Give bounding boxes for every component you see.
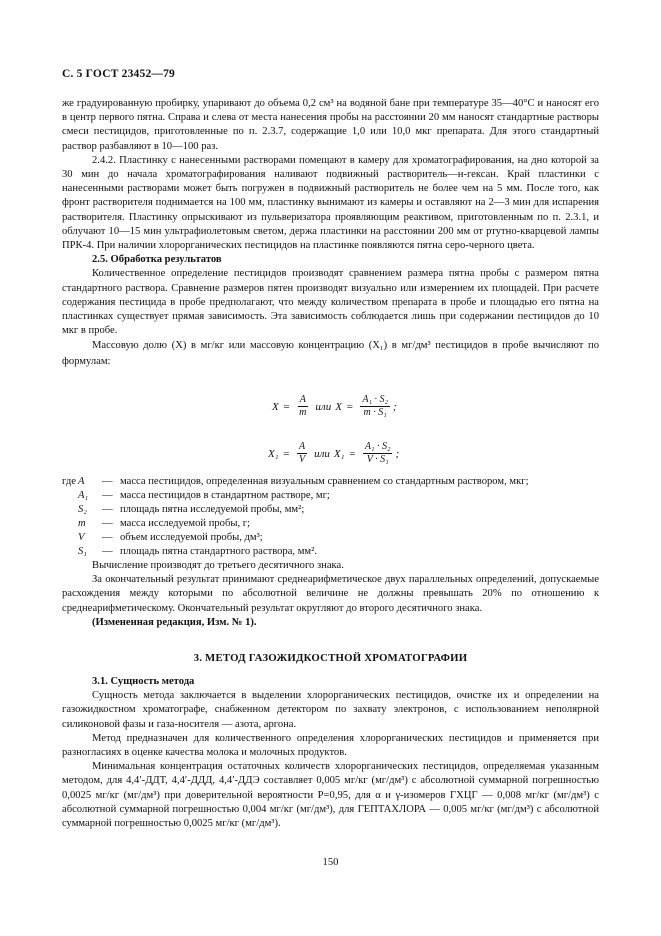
definition-symbol: S₂ [78,504,87,516]
fraction-numerator: A [299,394,306,405]
paragraph: Сущность метода заключается в выделении хлорорганических пестицидов, очистке их и определении на газожидкостном хроматографе, снабженном детектором по захвату электронов, с использованием неполярной силиконовой фазы и газа-носителя — азота, аргона. [62,690,599,730]
definition-text: площадь пятна стандартного раствора, мм². [120,546,317,558]
fraction-numerator: A₁ · S₂ [362,394,388,405]
paragraph: же градуированную пробирку, упаривают до объема 0,2 см³ на водяной бане при температуре 35—40°С и наносят его в центр первого пятна. Справа и слева от места нанесения пробы на расстоянии 20 мм наносят стандартные растворы смеси пестицидов, приготовленные по п. 2.3.7, содержащие 1,0 или 10,0 мкг препарата. Для этого стандартный раствор разбавляют в 10—100 раз. [62,98,599,152]
paragraph: Количественное определение пестицидов производят сравнением размера пятна пробы с размером пятна стандартного раствора. Сравнение размеров пятен производят визуально или измерением их площадей. При расчете содержания пестицида в пробе предполагают, что между количеством препарата в пробе и площадью его пятна на пластинках существует прямая зависимость. Эта зависимость соблюдается лишь при содержании пестицидов до 10 мкг в пробе. [62,268,599,337]
text-block-3 [62,559,599,630]
paragraph: Минимальная концентрация остаточных количеств хлорорганических пестицидов, определяемая указанным методом, для 4,4′-ДДТ, 4,4′-ДДД, 4,4′-ДДЭ составляет 0,005 мг/кг (мг/дм³) с абсолютной суммарной погрешностью 0,0025 мг/кг (мг/дм³) при доверительной вероятности P=0,95, для α и γ-изомеров ГХЦГ — 0,008 мг/кг (мг/дм³) с абсолютной суммарной погрешностью 0,004 мг/кг (мг/дм³), для ГЕПТАХЛОРА — 0,005 мг/кг (мг/дм³) с абсолютной суммарной погрешностью 0,0025 мг/кг (мг/дм³). [62,761,599,830]
definition-row [62,531,599,545]
definition-symbol: A [78,476,85,487]
definition-text: площадь пятна исследуемой пробы, мм²; [120,504,305,516]
paragraph: Массовую долю (X) в мг/кг или массовую концентрацию (X₁) в мг/дм³ пестицидов в пробе вычисляют по формулам: [62,340,599,368]
definition-dash: — [102,476,113,487]
fraction-denominator: m [299,407,307,418]
paragraph: Метод предназначен для количественного определения хлорорганических пестицидов и применяется при разногласиях в оценке качества молока и молочных продуктов. [62,732,599,759]
fraction [363,441,393,466]
definition-row [62,503,599,517]
formula-eq: = [348,447,356,460]
paragraph: Вычисление производят до третьего десятичного знака. [92,560,344,571]
formula-lhs: X [272,400,279,413]
definition-dash: — [102,490,113,502]
text-block-1 [62,97,599,370]
section-title: 3. МЕТОД ГАЗОЖИДКОСТНОЙ ХРОМАТОГРАФИИ [193,652,468,664]
page-header: С. 5 ГОСТ 23452—79 [62,68,175,80]
definition-prefix: где [62,476,76,487]
fraction-numerator: A [298,441,306,452]
definition-text: масса пестицидов, определенная визуальным сравнением со стандартным раствором, мкг; [120,476,529,487]
definition-dash: — [102,532,113,544]
definition-row [62,489,599,503]
definition-row [62,545,599,559]
variable-definitions [62,475,599,560]
definition-text: масса пестицидов в стандартном растворе, мг; [120,490,330,502]
formula-lhs: X [335,400,342,413]
formula-end: ; [392,400,397,413]
definition-symbol: V [78,532,85,544]
page-number: 150 [322,857,339,868]
formula-end: ; [395,447,400,460]
fraction-denominator: V · S₁ [366,454,389,465]
paragraph: За окончательный результат принимают среднеарифметическое двух параллельных определений, допускаемые расхождения между которыми по абсолютной величине не должны превышать 20% по отношению к среднеарифметическому. Окончательный результат округляют до второго десятичного знака. [62,574,599,614]
amendment-note: (Измененная редакция, Изм. № 1). [92,616,257,628]
fraction-numerator: A₁ · S₂ [364,441,391,452]
formula-eq: = [282,400,291,413]
definition-row [62,475,599,489]
subsection-title: 2.5. Обработка результатов [92,254,222,266]
definition-symbol: A₁ [78,490,89,502]
formula-mass-concentration [268,441,399,466]
definition-dash: — [102,504,113,516]
definition-dash: — [102,518,113,530]
fraction [297,394,308,419]
formula-or: или [315,400,332,413]
fraction-denominator: m · S₁ [363,407,387,418]
definition-text: объем исследуемой пробы, дм³; [120,532,263,544]
fraction-denominator: V [298,454,306,465]
formula-mass-fraction [272,394,397,419]
definition-row [62,517,599,531]
definition-text: масса исследуемой пробы, г; [120,518,251,530]
definition-dash: — [102,546,113,558]
definition-symbol: S₁ [78,546,87,558]
text-block-4 [62,675,599,831]
formula-or: или [314,447,330,460]
fraction [297,441,307,466]
subsection-title: 3.1. Сущность метода [92,676,195,687]
definition-symbol: m [78,518,86,530]
formula-eq: = [282,447,290,460]
paragraph: 2.4.2. Пластинку с нанесенными растворами помещают в камеру для хроматографирования, на дно которой за 30 мин до начала хроматографирования наливают подвижный растворитель—н-гексан. Край пластинки с нанесенными растворами может быть погружен в подвижный растворитель не более чем на 5 мм. После того, как фронт растворителя поднимается на 100 мм, пластинку вынимают из камеры и оставляют на 2—3 мин для испарения растворителя. Пластинку опрыскивают из пульверизатора проявляющим реактивом, приготовленным по п. 2.3.1, и облучают 10—15 мин ультрафиолетовым светом, держа пластинки на расстоянии 200 мм от ртутно-кварцевой лампы ПРК-4. При наличии хлорорганических пестицидов на пластинке появляются пятна серо-черного цвета. [62,154,599,252]
fraction [360,394,390,419]
formula-lhs: X₁ [268,447,279,460]
formula-eq: = [345,400,354,413]
formula-lhs: X₁ [333,447,345,460]
